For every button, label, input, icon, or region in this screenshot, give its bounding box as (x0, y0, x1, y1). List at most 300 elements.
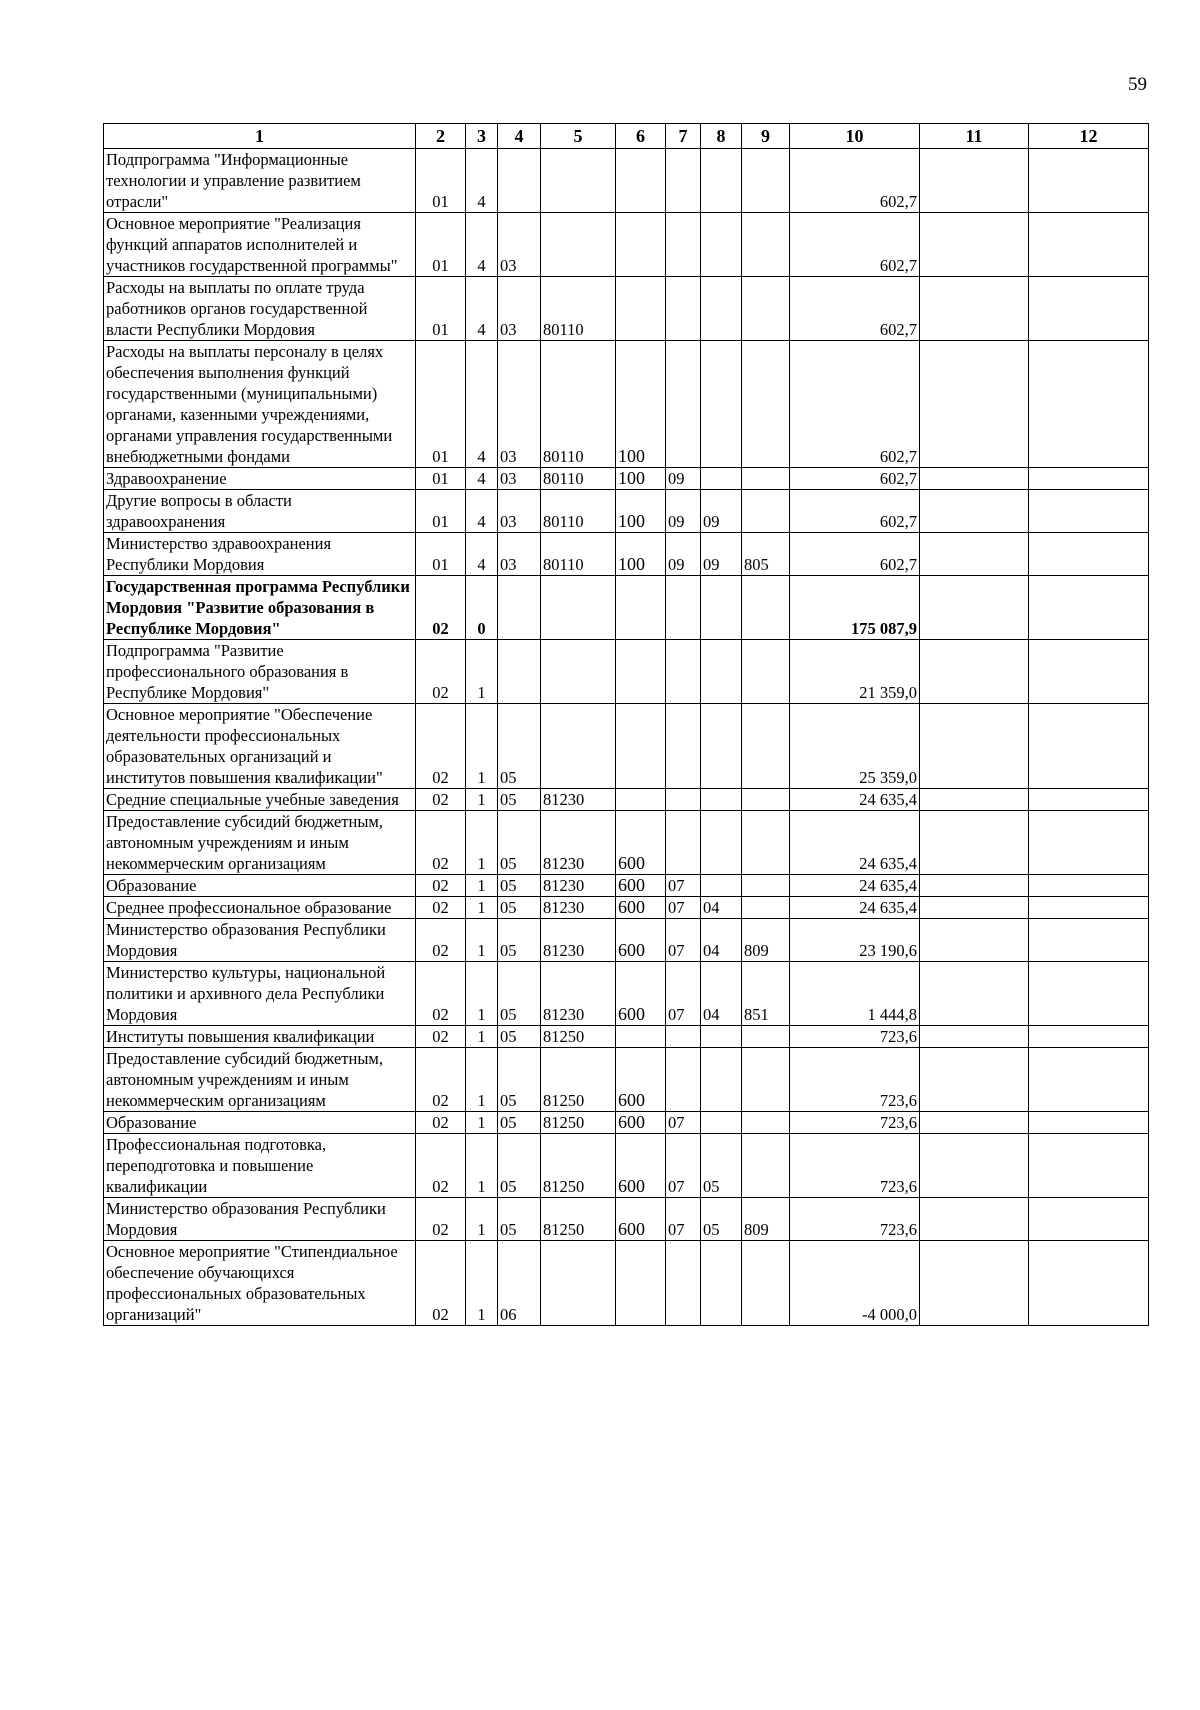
cell-c9 (742, 277, 790, 341)
cell-c9 (742, 576, 790, 640)
cell-c6 (616, 576, 666, 640)
cell-c6: 100 (616, 468, 666, 490)
row-name-cell: Предоставление субсидий бюджетным, автономным учреждениям и иным некоммерческим организациям (104, 811, 416, 875)
cell-c7 (666, 704, 701, 789)
cell-c6: 600 (616, 1048, 666, 1112)
cell-c5: 81250 (541, 1048, 616, 1112)
cell-c11 (920, 341, 1029, 468)
table-row (104, 897, 1149, 919)
cell-c7 (666, 1048, 701, 1112)
row-name-cell: Министерство здравоохранения Республики Мордовия (104, 533, 416, 576)
cell-c9: 805 (742, 533, 790, 576)
cell-c5 (541, 1241, 616, 1326)
cell-c11 (920, 468, 1029, 490)
column-header: 11 (920, 124, 1029, 149)
cell-c12 (1029, 1026, 1149, 1048)
table-row (104, 875, 1149, 897)
cell-c8 (701, 277, 742, 341)
cell-c4 (498, 149, 541, 213)
cell-c6: 100 (616, 533, 666, 576)
budget-table (103, 123, 1149, 1326)
cell-c6: 100 (616, 490, 666, 533)
cell-c3: 1 (466, 1241, 498, 1326)
cell-c7: 07 (666, 897, 701, 919)
column-header: 3 (466, 124, 498, 149)
cell-c4: 05 (498, 704, 541, 789)
table-row (104, 919, 1149, 962)
table-row (104, 277, 1149, 341)
cell-c10: 723,6 (790, 1112, 920, 1134)
cell-c11 (920, 897, 1029, 919)
column-header: 12 (1029, 124, 1149, 149)
cell-c3: 1 (466, 1198, 498, 1241)
cell-c12 (1029, 1112, 1149, 1134)
row-name-cell: Расходы на выплаты персоналу в целях обеспечения выполнения функций государственными (муниципальными) органами, казенными учреждениями, органами управления государственными внебюджетными фондами (104, 341, 416, 468)
cell-c2: 01 (416, 468, 466, 490)
cell-c7: 07 (666, 1198, 701, 1241)
column-header: 4 (498, 124, 541, 149)
cell-c11 (920, 576, 1029, 640)
cell-c2: 01 (416, 341, 466, 468)
cell-c6 (616, 789, 666, 811)
cell-c10: 723,6 (790, 1134, 920, 1198)
table-row (104, 1241, 1149, 1326)
cell-c12 (1029, 149, 1149, 213)
cell-c3: 1 (466, 704, 498, 789)
cell-c5: 81230 (541, 897, 616, 919)
cell-c4: 03 (498, 468, 541, 490)
cell-c5 (541, 213, 616, 277)
table-row (104, 962, 1149, 1026)
cell-c10: 175 087,9 (790, 576, 920, 640)
cell-c9 (742, 875, 790, 897)
cell-c5: 80110 (541, 341, 616, 468)
cell-c11 (920, 1241, 1029, 1326)
row-name-cell: Министерство культуры, национальной политики и архивного дела Республики Мордовия (104, 962, 416, 1026)
cell-c5: 80110 (541, 490, 616, 533)
cell-c12 (1029, 341, 1149, 468)
cell-c2: 02 (416, 789, 466, 811)
table-row (104, 789, 1149, 811)
cell-c10: 24 635,4 (790, 789, 920, 811)
row-name-cell: Подпрограмма "Информационные технологии и управление развитием отрасли" (104, 149, 416, 213)
cell-c12 (1029, 1241, 1149, 1326)
cell-c10: 1 444,8 (790, 962, 920, 1026)
cell-c2: 01 (416, 277, 466, 341)
row-name-cell: Основное мероприятие "Реализация функций аппаратов исполнителей и участников государственной программы" (104, 213, 416, 277)
cell-c9 (742, 468, 790, 490)
cell-c10: 723,6 (790, 1026, 920, 1048)
cell-c11 (920, 277, 1029, 341)
cell-c8 (701, 811, 742, 875)
cell-c12 (1029, 1198, 1149, 1241)
cell-c10: 602,7 (790, 149, 920, 213)
cell-c2: 02 (416, 811, 466, 875)
column-header: 10 (790, 124, 920, 149)
cell-c2: 01 (416, 149, 466, 213)
cell-c8 (701, 149, 742, 213)
cell-c8 (701, 341, 742, 468)
cell-c12 (1029, 1134, 1149, 1198)
cell-c4: 03 (498, 213, 541, 277)
cell-c4: 05 (498, 1026, 541, 1048)
cell-c10: 24 635,4 (790, 875, 920, 897)
cell-c6 (616, 149, 666, 213)
row-name-cell: Министерство образования Республики Мордовия (104, 1198, 416, 1241)
cell-c2: 02 (416, 962, 466, 1026)
table-row (104, 213, 1149, 277)
cell-c5 (541, 576, 616, 640)
table-row (104, 811, 1149, 875)
cell-c8 (701, 576, 742, 640)
cell-c6 (616, 640, 666, 704)
cell-c8: 04 (701, 919, 742, 962)
row-name-cell: Образование (104, 875, 416, 897)
table-row (104, 1198, 1149, 1241)
cell-c5: 81230 (541, 875, 616, 897)
cell-c3: 4 (466, 213, 498, 277)
cell-c2: 02 (416, 1026, 466, 1048)
cell-c3: 4 (466, 533, 498, 576)
cell-c12 (1029, 897, 1149, 919)
cell-c9 (742, 1134, 790, 1198)
cell-c4: 05 (498, 811, 541, 875)
cell-c12 (1029, 640, 1149, 704)
column-header: 1 (104, 124, 416, 149)
cell-c2: 02 (416, 1048, 466, 1112)
cell-c3: 4 (466, 341, 498, 468)
cell-c9 (742, 1048, 790, 1112)
cell-c10: 24 635,4 (790, 811, 920, 875)
cell-c11 (920, 640, 1029, 704)
cell-c5 (541, 149, 616, 213)
cell-c9 (742, 704, 790, 789)
cell-c8 (701, 1112, 742, 1134)
cell-c2: 02 (416, 704, 466, 789)
table-row (104, 1048, 1149, 1112)
cell-c6 (616, 213, 666, 277)
cell-c5: 81250 (541, 1198, 616, 1241)
column-header: 7 (666, 124, 701, 149)
cell-c11 (920, 704, 1029, 789)
cell-c5: 81250 (541, 1134, 616, 1198)
cell-c10: -4 000,0 (790, 1241, 920, 1326)
cell-c3: 4 (466, 277, 498, 341)
cell-c6: 600 (616, 962, 666, 1026)
cell-c5 (541, 640, 616, 704)
cell-c12 (1029, 789, 1149, 811)
row-name-cell: Среднее профессиональное образование (104, 897, 416, 919)
cell-c8 (701, 640, 742, 704)
cell-c10: 602,7 (790, 341, 920, 468)
cell-c3: 4 (466, 490, 498, 533)
table-row (104, 704, 1149, 789)
cell-c8: 04 (701, 897, 742, 919)
cell-c11 (920, 962, 1029, 1026)
cell-c3: 1 (466, 1048, 498, 1112)
cell-c4: 05 (498, 897, 541, 919)
cell-c2: 02 (416, 1241, 466, 1326)
cell-c10: 602,7 (790, 468, 920, 490)
cell-c3: 1 (466, 962, 498, 1026)
cell-c8 (701, 1026, 742, 1048)
cell-c12 (1029, 704, 1149, 789)
cell-c7: 07 (666, 962, 701, 1026)
cell-c11 (920, 875, 1029, 897)
cell-c5 (541, 704, 616, 789)
cell-c6: 600 (616, 897, 666, 919)
cell-c9: 851 (742, 962, 790, 1026)
cell-c12 (1029, 875, 1149, 897)
cell-c7 (666, 811, 701, 875)
cell-c10: 602,7 (790, 533, 920, 576)
cell-c6 (616, 277, 666, 341)
cell-c10: 602,7 (790, 490, 920, 533)
cell-c8 (701, 213, 742, 277)
cell-c4: 05 (498, 1198, 541, 1241)
cell-c11 (920, 1112, 1029, 1134)
cell-c4: 03 (498, 277, 541, 341)
cell-c7 (666, 341, 701, 468)
cell-c3: 1 (466, 1134, 498, 1198)
cell-c11 (920, 213, 1029, 277)
cell-c6: 600 (616, 1198, 666, 1241)
row-name-cell: Расходы на выплаты по оплате труда работников органов государственной власти Республики Мордовия (104, 277, 416, 341)
cell-c5: 80110 (541, 468, 616, 490)
cell-c4: 05 (498, 789, 541, 811)
cell-c11 (920, 1048, 1029, 1112)
cell-c2: 02 (416, 919, 466, 962)
cell-c2: 02 (416, 1112, 466, 1134)
cell-c4: 03 (498, 490, 541, 533)
cell-c4: 05 (498, 1048, 541, 1112)
cell-c12 (1029, 213, 1149, 277)
cell-c2: 01 (416, 213, 466, 277)
cell-c3: 1 (466, 1026, 498, 1048)
cell-c8: 09 (701, 533, 742, 576)
row-name-cell: Здравоохранение (104, 468, 416, 490)
cell-c7 (666, 149, 701, 213)
cell-c6: 600 (616, 1134, 666, 1198)
cell-c7: 07 (666, 1112, 701, 1134)
cell-c11 (920, 1198, 1029, 1241)
row-name-cell: Средние специальные учебные заведения (104, 789, 416, 811)
cell-c12 (1029, 919, 1149, 962)
cell-c12 (1029, 533, 1149, 576)
cell-c6: 600 (616, 875, 666, 897)
table-row (104, 1112, 1149, 1134)
cell-c7 (666, 1026, 701, 1048)
cell-c8: 05 (701, 1134, 742, 1198)
cell-c3: 1 (466, 811, 498, 875)
cell-c7: 07 (666, 1134, 701, 1198)
column-header: 2 (416, 124, 466, 149)
cell-c5: 81230 (541, 811, 616, 875)
cell-c8: 04 (701, 962, 742, 1026)
cell-c10: 21 359,0 (790, 640, 920, 704)
cell-c11 (920, 149, 1029, 213)
cell-c3: 4 (466, 149, 498, 213)
cell-c2: 02 (416, 1134, 466, 1198)
cell-c4 (498, 640, 541, 704)
row-name-cell: Государственная программа Республики Мордовия "Развитие образования в Республике Мордовия" (104, 576, 416, 640)
cell-c11 (920, 490, 1029, 533)
cell-c10: 723,6 (790, 1048, 920, 1112)
cell-c9 (742, 490, 790, 533)
table-row (104, 576, 1149, 640)
table-row (104, 490, 1149, 533)
cell-c11 (920, 1026, 1029, 1048)
cell-c7 (666, 277, 701, 341)
header-row (104, 124, 1149, 149)
row-name-cell: Основное мероприятие "Стипендиальное обеспечение обучающихся профессиональных образовательных организаций" (104, 1241, 416, 1326)
table-row (104, 341, 1149, 468)
column-header: 9 (742, 124, 790, 149)
cell-c4: 06 (498, 1241, 541, 1326)
cell-c9: 809 (742, 919, 790, 962)
table-row (104, 533, 1149, 576)
cell-c7 (666, 213, 701, 277)
row-name-cell: Образование (104, 1112, 416, 1134)
cell-c3: 1 (466, 789, 498, 811)
cell-c11 (920, 789, 1029, 811)
cell-c2: 01 (416, 490, 466, 533)
row-name-cell: Профессиональная подготовка, переподготовка и повышение квалификации (104, 1134, 416, 1198)
cell-c3: 1 (466, 897, 498, 919)
cell-c5: 81230 (541, 962, 616, 1026)
cell-c12 (1029, 277, 1149, 341)
cell-c6 (616, 1026, 666, 1048)
cell-c5: 81250 (541, 1026, 616, 1048)
cell-c9 (742, 1112, 790, 1134)
cell-c9 (742, 149, 790, 213)
cell-c10: 723,6 (790, 1198, 920, 1241)
cell-c4 (498, 576, 541, 640)
cell-c9 (742, 640, 790, 704)
cell-c8: 09 (701, 490, 742, 533)
table-row (104, 1134, 1149, 1198)
cell-c3: 4 (466, 468, 498, 490)
cell-c6: 600 (616, 919, 666, 962)
cell-c3: 1 (466, 919, 498, 962)
cell-c4: 03 (498, 341, 541, 468)
table-row (104, 149, 1149, 213)
cell-c7: 07 (666, 875, 701, 897)
cell-c6: 600 (616, 1112, 666, 1134)
cell-c8 (701, 1241, 742, 1326)
cell-c12 (1029, 490, 1149, 533)
cell-c11 (920, 533, 1029, 576)
cell-c9: 809 (742, 1198, 790, 1241)
table-body (104, 149, 1149, 1326)
cell-c9 (742, 897, 790, 919)
cell-c7 (666, 640, 701, 704)
cell-c6 (616, 1241, 666, 1326)
cell-c7 (666, 1241, 701, 1326)
cell-c8 (701, 704, 742, 789)
table-row (104, 1026, 1149, 1048)
cell-c9 (742, 789, 790, 811)
cell-c5: 80110 (541, 533, 616, 576)
cell-c11 (920, 811, 1029, 875)
cell-c11 (920, 1134, 1029, 1198)
page-number: 59 (1128, 74, 1147, 95)
cell-c5: 81250 (541, 1112, 616, 1134)
cell-c2: 02 (416, 576, 466, 640)
row-name-cell: Предоставление субсидий бюджетным, автономным учреждениям и иным некоммерческим организациям (104, 1048, 416, 1112)
cell-c9 (742, 1026, 790, 1048)
cell-c5: 81230 (541, 919, 616, 962)
cell-c12 (1029, 1048, 1149, 1112)
cell-c9 (742, 341, 790, 468)
cell-c7: 09 (666, 533, 701, 576)
cell-c8 (701, 1048, 742, 1112)
cell-c7: 09 (666, 490, 701, 533)
column-header: 6 (616, 124, 666, 149)
cell-c12 (1029, 962, 1149, 1026)
cell-c10: 602,7 (790, 213, 920, 277)
column-header: 5 (541, 124, 616, 149)
cell-c10: 602,7 (790, 277, 920, 341)
cell-c10: 24 635,4 (790, 897, 920, 919)
cell-c3: 1 (466, 875, 498, 897)
cell-c2: 02 (416, 1198, 466, 1241)
cell-c10: 25 359,0 (790, 704, 920, 789)
cell-c2: 02 (416, 640, 466, 704)
column-header: 8 (701, 124, 742, 149)
cell-c3: 1 (466, 1112, 498, 1134)
cell-c8: 05 (701, 1198, 742, 1241)
cell-c2: 02 (416, 875, 466, 897)
cell-c7 (666, 576, 701, 640)
cell-c5: 80110 (541, 277, 616, 341)
row-name-cell: Министерство образования Республики Мордовия (104, 919, 416, 962)
cell-c8 (701, 789, 742, 811)
cell-c9 (742, 1241, 790, 1326)
row-name-cell: Другие вопросы в области здравоохранения (104, 490, 416, 533)
cell-c2: 02 (416, 897, 466, 919)
cell-c4: 05 (498, 1112, 541, 1134)
cell-c2: 01 (416, 533, 466, 576)
cell-c8 (701, 875, 742, 897)
cell-c9 (742, 213, 790, 277)
table-row (104, 468, 1149, 490)
cell-c7: 07 (666, 919, 701, 962)
cell-c12 (1029, 468, 1149, 490)
cell-c4: 05 (498, 919, 541, 962)
cell-c4: 05 (498, 962, 541, 1026)
cell-c7 (666, 789, 701, 811)
cell-c6 (616, 704, 666, 789)
cell-c12 (1029, 811, 1149, 875)
cell-c4: 03 (498, 533, 541, 576)
cell-c5: 81230 (541, 789, 616, 811)
row-name-cell: Основное мероприятие "Обеспечение деятельности профессиональных образовательных организаций и институтов повышения квалификации" (104, 704, 416, 789)
cell-c3: 1 (466, 640, 498, 704)
row-name-cell: Подпрограмма "Развитие профессионального образования в Республике Мордовия" (104, 640, 416, 704)
table-row (104, 640, 1149, 704)
cell-c8 (701, 468, 742, 490)
cell-c6: 100 (616, 341, 666, 468)
cell-c12 (1029, 576, 1149, 640)
cell-c11 (920, 919, 1029, 962)
cell-c6: 600 (616, 811, 666, 875)
row-name-cell: Институты повышения квалификации (104, 1026, 416, 1048)
cell-c4: 05 (498, 875, 541, 897)
cell-c7: 09 (666, 468, 701, 490)
cell-c3: 0 (466, 576, 498, 640)
cell-c4: 05 (498, 1134, 541, 1198)
